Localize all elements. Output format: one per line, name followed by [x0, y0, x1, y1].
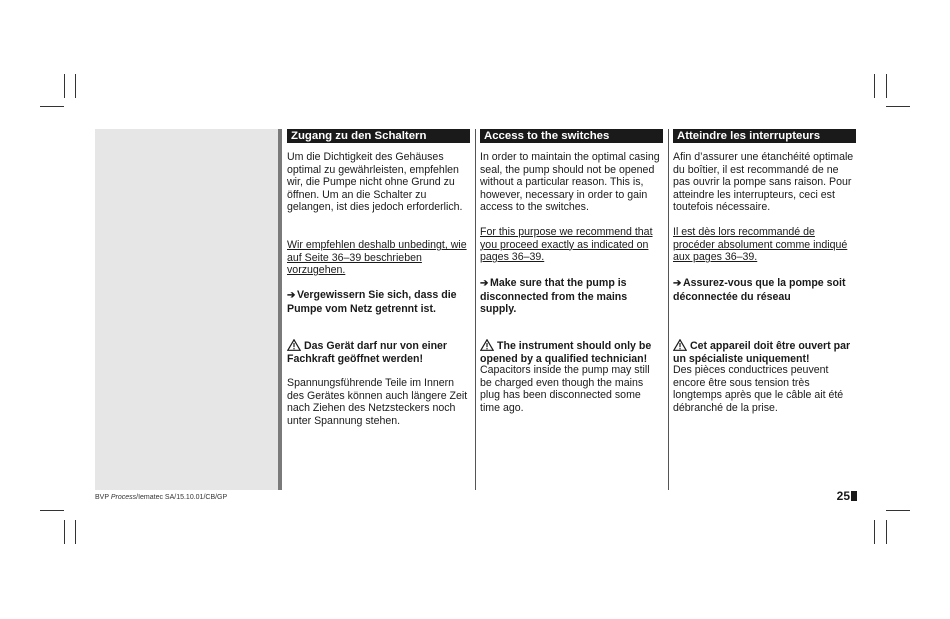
grey-margin-panel	[95, 129, 278, 490]
section-heading: Zugang zu den Schaltern	[287, 129, 470, 143]
intro-paragraph: In order to maintain the optimal casing seal, the pump should not be opened without a particular reason. This is, however, necessary in order to gain access to the switches.	[480, 151, 660, 214]
crop-mark	[40, 106, 64, 107]
document-reference: BVP Process/Iematec SA/15.10.01/CB/GP	[95, 494, 228, 501]
crop-mark	[886, 510, 910, 511]
column-french	[673, 129, 856, 414]
recommendation-paragraph: For this purpose we recommend that you proceed exactly as indicated on pages 36–39.	[480, 226, 653, 264]
warning-title: The instrument should only be opened by a qualified technician!	[480, 340, 652, 365]
warning-triangle-icon	[287, 339, 301, 351]
column-english	[480, 129, 663, 414]
intro-paragraph: Um die Dichtigkeit des Gehäuses optimal zu gewährleisten, empfehlen wir, die Pumpe nicht ohne Grund zu öffnen. Um an die Schalter zu gelangen, ist dies jedoch erforderlich.	[287, 151, 463, 214]
page-number: 25	[837, 489, 857, 503]
margin-panel-edge	[278, 129, 282, 490]
arrow-right-icon: ➔	[480, 278, 489, 289]
column-divider	[475, 129, 476, 490]
crop-mark	[886, 520, 887, 544]
recommendation-paragraph: Il est dès lors recommandé de procéder absolument comme indiqué aux pages 36–39.	[673, 226, 848, 264]
crop-mark	[886, 74, 887, 98]
crop-mark	[75, 520, 76, 544]
warning-triangle-icon	[480, 339, 494, 351]
warning-triangle-icon	[673, 339, 687, 351]
page-marker-block	[851, 491, 857, 501]
recommendation-paragraph: Wir empfehlen deshalb unbedingt, wie auf Seite 36–39 beschrieben vorzugehen.	[287, 239, 467, 277]
instruction-paragraph: ➔ Make sure that the pump is disconnected from the mains supply.	[480, 277, 628, 316]
crop-mark	[886, 106, 910, 107]
section-heading: Access to the switches	[480, 129, 663, 143]
column-divider	[668, 129, 669, 490]
crop-mark	[64, 74, 65, 98]
arrow-right-icon: ➔	[673, 278, 682, 289]
crop-mark	[874, 74, 875, 98]
warning-text: Capacitors inside the pump may still be charged even though the mains plug has been disconnected some time ago.	[480, 364, 650, 414]
warning-text: Spannungsführende Teile im Innern des Gerätes können auch längere Zeit nach Ziehen des Netzsteckers noch unter Spannung stehen.	[287, 377, 468, 427]
crop-mark	[75, 74, 76, 98]
intro-paragraph: Afin d’assurer une étanchéité optimale du boîtier, il est recommandé de ne pas ouvrir la pompe sans raison. Pour atteindre les interrupteurs, ceci est toutefois nécessaire.	[673, 151, 854, 214]
crop-mark	[64, 520, 65, 544]
instruction-paragraph: ➔ Vergewissern Sie sich, dass die Pumpe vom Netz getrennt ist.	[287, 289, 457, 315]
column-german	[287, 129, 470, 427]
warning-title: Das Gerät darf nur von einer Fachkraft geöffnet werden!	[287, 340, 448, 365]
crop-mark	[874, 520, 875, 544]
warning-title: Cet appareil doit être ouvert par un spécialiste uniquement!	[673, 340, 851, 365]
section-heading: Atteindre les interrupteurs	[673, 129, 856, 143]
instruction-paragraph: ➔ Assurez-vous que la pompe soit déconnectée du réseau	[673, 277, 846, 303]
arrow-right-icon: ➔	[287, 290, 296, 301]
warning-text: Des pièces conductrices peuvent encore être sous tension très longtemps après que le câble ait été débranché de la prise.	[673, 364, 844, 414]
crop-mark	[40, 510, 64, 511]
